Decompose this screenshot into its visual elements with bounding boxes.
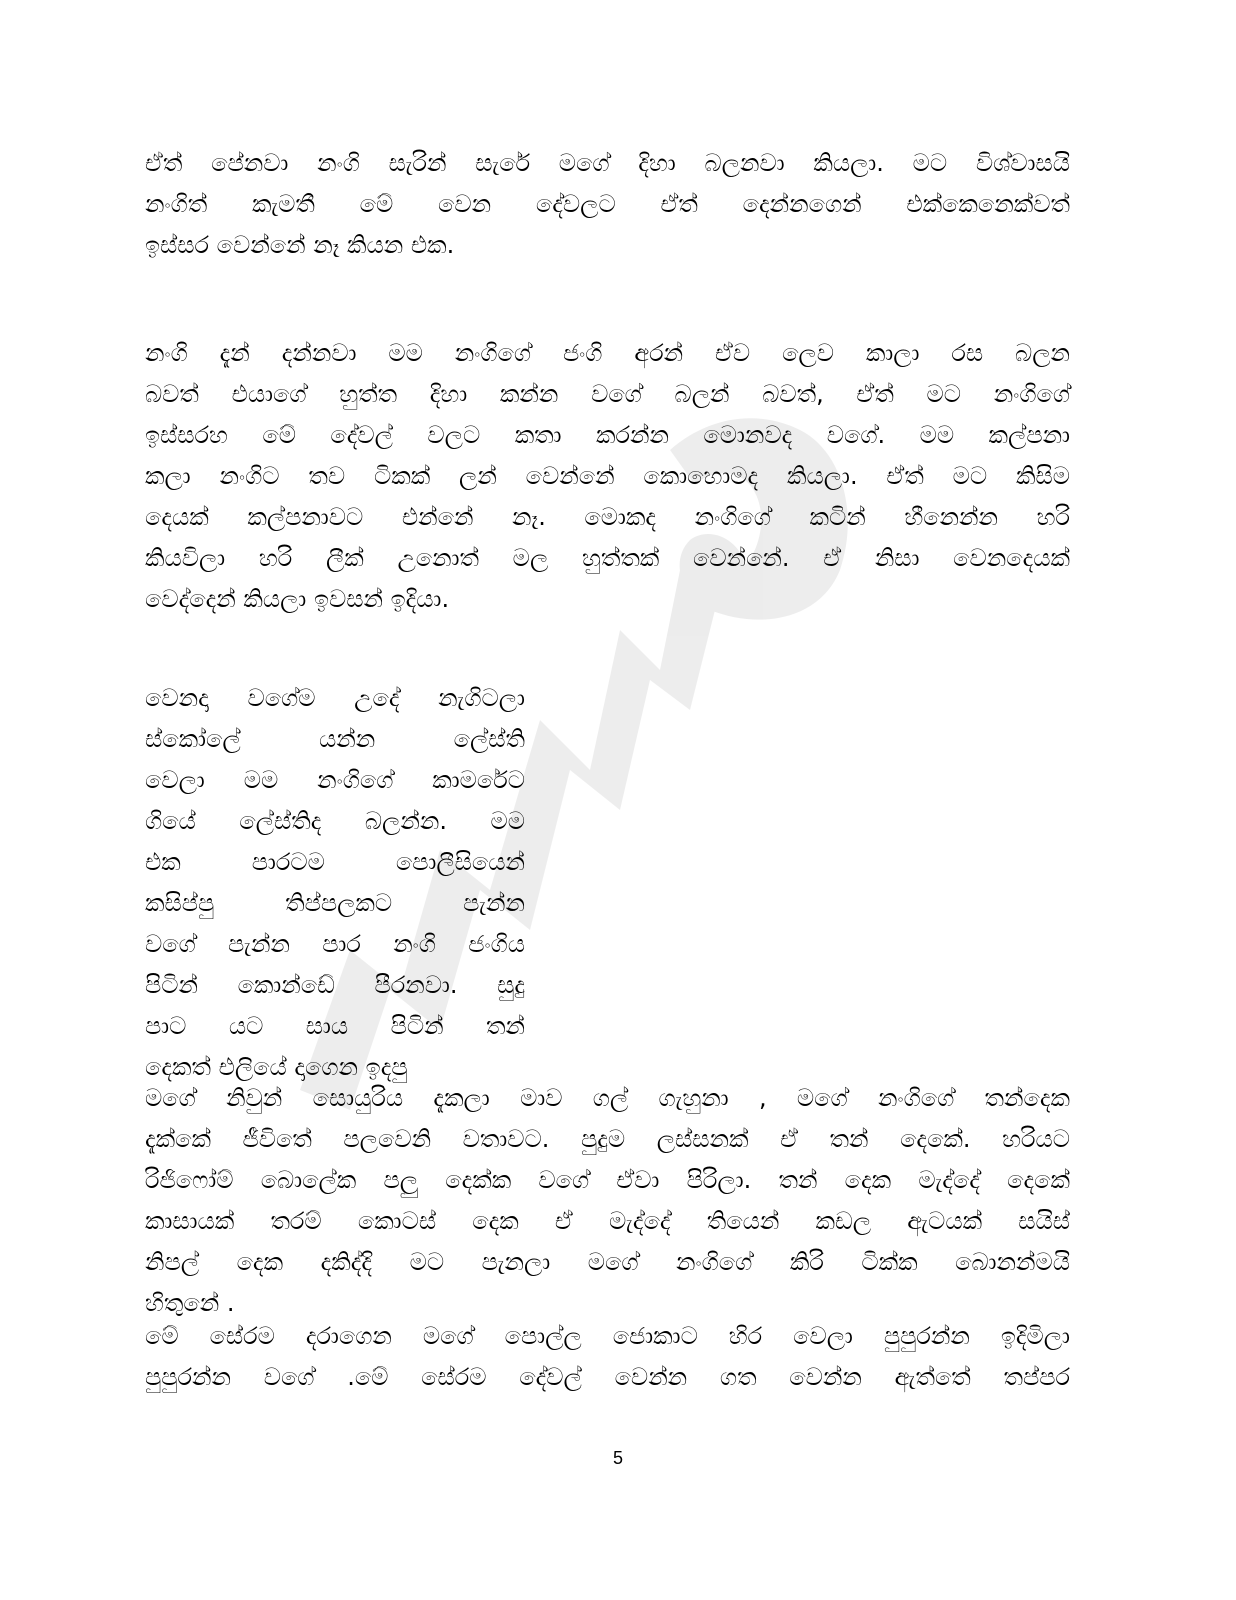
text-line: ගියේ ලේස්තිද බලන්න. මම (145, 807, 525, 835)
paragraph-1 (145, 143, 1070, 266)
text-line: නිපල් දෙක දකිද්දි මට පැනලා මගේ නංගිගේ කිරි ටික්ක බොනන්මයි (145, 1248, 1070, 1276)
paragraph-5 (145, 1316, 1070, 1398)
text-line: බවත් එයාගේ හුත්ත දිහා කන්න වගේ බලන් බවත්, ඒත් මට නංගිගේ (145, 380, 1070, 408)
text-line: මගේ නිවුන් සොයුරිය දැකලා මාව ගල් ගැහුනා , මගේ නංගිගේ තන්දෙක (145, 1084, 1070, 1112)
text-line: පිටින් කොන්ඩේ පීරනවා. සුදු (145, 971, 525, 999)
paragraph-4 (145, 1078, 1070, 1324)
text-line: වෙලා මම නංගිගේ කාමරේට (145, 766, 525, 794)
text-line: කියවිලා හරි ලීක් උනොත් මල හුත්තක් වෙන්නේ. ඒ නිසා වෙනදෙයක් (145, 544, 1070, 572)
text-line: පාට යට සාය පිටින් තන් (145, 1012, 525, 1040)
text-line: දෙයක් කල්පනාවට එන්නේ නෑ. මොකද නංගිගේ කටින් හීනෙන්න හරි (145, 503, 1070, 531)
page-number: 5 (612, 1448, 623, 1468)
text-line: රිජිෆෝම් බොලේක පලු දෙක්ක වගේ ඒවා පිරිලා. තන් දෙක මැද්දේ දෙකේ (145, 1166, 1070, 1194)
text-line: මේ සේරම දරාගෙන මගේ පොල්ල ජොකාට හිර වෙලා පුපුරන්න ඉදිමිලා (145, 1322, 1070, 1350)
text-line: කලා නංගිට තව ටිකක් ලන් වෙන්නේ කොහොමද කියලා. ඒත් මට කිසිම (145, 462, 1070, 490)
text-line: වෙනදා වගේම උදේ නැගිටලා (145, 684, 525, 712)
text-line: ස්කෝලේ යන්න ලේස්ති (145, 725, 525, 753)
text-line: ඉස්සර වෙන්නේ නෑ කියන එක. (145, 231, 455, 259)
paragraph-2 (145, 333, 1070, 620)
text-line: දෙකත් එලියේ දාගෙන ඉදපු (145, 1053, 408, 1081)
text-line: පුපුරන්න වගේ .මේ සේරම දේවල් වෙන්න ගත වෙන්න ඇත්තේ තප්පර (145, 1363, 1070, 1391)
text-line: ඉස්සරහ මේ දේවල් වලට කතා කරන්න මොනවද වගේ. මම කල්පනා (145, 421, 1070, 449)
text-line: නංගි දැන් දන්නවා මම නංගිගේ ජංගි අරන් ඒව ලෙව කාලා රස බලන (145, 339, 1070, 367)
paragraph-3-narrow-column (145, 678, 525, 1088)
text-line: එක පාරටම පොලීසියෙන් (145, 848, 525, 876)
text-line: හිතුනේ . (145, 1289, 235, 1317)
text-line: වගේ පැන්න පාර නංගි ජංගිය (145, 930, 525, 958)
text-line: දැක්කේ ජීවිතේ පලවෙනි වතාවට. පුදුම ලස්සනක් ඒ තන් දෙකේ. හරියට (145, 1125, 1070, 1153)
text-line: ඒත් පේනවා නංගි සැරින් සැරේ මගේ දිහා බලනවා කියලා. මට විශ්වාසයි (145, 149, 1070, 177)
text-line: කසිප්පු තිප්පලකට පැන්න (145, 889, 525, 917)
text-line: වෙද්දෙන් කියලා ඉවසන් ඉදියා. (145, 585, 450, 613)
text-line: කාසායක් තරම් කොටස් දෙක ඒ මැද්දේ තියෙන් කඩල ඇටයක් සයිස් (145, 1207, 1070, 1235)
text-line: නංගිත් කැමතී මේ වෙන දේවලට ඒත් දෙන්නගෙන් එක්කෙනෙක්වත් (145, 190, 1070, 218)
